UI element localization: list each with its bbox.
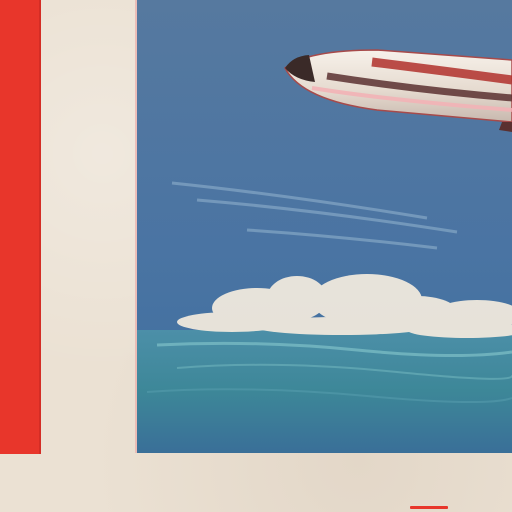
red-border-stripe [0, 0, 41, 454]
artwork-illustration [137, 0, 512, 453]
red-print-mark [410, 506, 448, 509]
artwork-panel [137, 0, 512, 453]
